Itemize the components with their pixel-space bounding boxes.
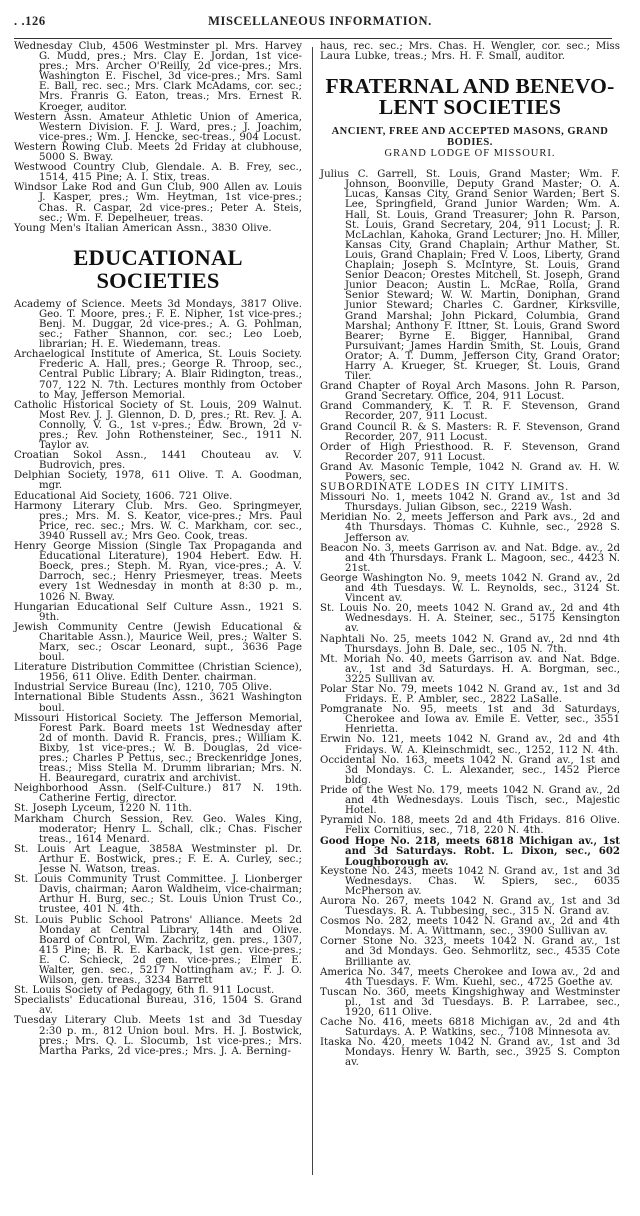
directory-entry: Windsor Lake Rod and Gun Club, 900 Allen av. Louis J. Kasper, pres.; Wm. Heytman, 1st vice-pres.; Chas. R. Caspar, 2d vice-pres.; Peter A. Steis, sec.; Wm. F. Depelheuer, treas. xyxy=(14,182,302,224)
directory-entry: Grand Av. Masonic Temple, 1042 N. Grand av. H. W. Powers, sec. xyxy=(320,461,620,483)
lodge-entry: Cosmos No. 282, meets 1042 N. Grand av., 2d and 4th Mondays. M. A. Wittmann, sec., 3900 Sullivan av. xyxy=(320,916,620,938)
directory-entry: St. Louis Art League, 3858A Westminster pl. Dr. Arthur E. Bostwick, pres.; F. E. A. Curley, sec.; Jesse N. Watson, treas. xyxy=(14,843,302,876)
directory-entry: Industrial Service Bureau (Inc), 1210, 705 Olive. xyxy=(14,682,273,694)
lodge-entry: Erwin No. 121, meets 1042 N. Grand av., 2d and 4th Fridays. W. A. Kleinschmidt, sec., 1252, 112 N. 4th. xyxy=(320,734,620,756)
directory-entry: Young Men's Italian American Assn., 3830 Olive. xyxy=(14,222,272,234)
lodge-entry: Tuscan No. 360, meets Kingshighway and Westminster pl., 1st and 3d Tuesdays. B. P. Larrabee, sec., 1920, 611 Olive. xyxy=(320,986,620,1018)
lodge-entry: Good Hope No. 218, meets 6818 Michigan av., 1st and 3d Saturdays. Robt. L. Dixon, sec., 602 Loughborough av. xyxy=(320,835,620,868)
directory-entry: Jewish Community Centre (Jewish Educational & Charitable Assn.), Maurice Weil, pres.; Walter S. Marx, sec.; Oscar Leonard, supt., 3636 Page boul. xyxy=(14,621,302,664)
directory-entry: Grand Commandery, K. T. R. F. Stevenson, Grand Recorder, 207, 911 Locust. xyxy=(320,401,620,423)
directory-entry: Archaelogical Institute of America, St. Louis Society. Frederic A. Hall, pres.; George R. Throop, sec., Central Public Library; A. Blair Ridington, treas., 707, 122 N. 7th. Lectures monthly from October to May, Jefferson Memorial. xyxy=(14,349,302,401)
section-title-fraternal: FRATERNAL AND BENEVO-LENT SOCIETIES xyxy=(325,74,615,120)
subheading-grand-lodge: GRAND LODGE OF MISSOURI. xyxy=(384,148,556,160)
directory-entry: Markham Church Session, Rev. Geo. Wales King, moderator; Henry L. Schall, clk.; Chas. Fischer treas., 1614 Menard. xyxy=(14,813,302,845)
directory-entry: Wednesday Club, 4506 Westminster pl. Mrs. Harvey G. Mudd, pres.; Mrs. Clay E. Jordan, 1st vice-pres.; Mrs. Archer O'Reilly, 2d vice-pres.; Mrs. Washington E. Fischel, 3d vice-pres.; Mrs. Saml E. Ball, rec. sec.; Mrs. Clark McAdams, cor. sec.; Mrs. Franris G. Eaton, treas.; Mrs. Ernest R. Kroeger, auditor. xyxy=(14,41,302,113)
lodge-entry: Pomgranate No. 95, meets 1st and 3d Saturdays, Cherokee and Iowa av. Emile E. Vetter, sec., 3551 Henrietta. xyxy=(320,704,620,736)
running-title: MISCELLANEOUS INFORMATION. xyxy=(208,14,432,28)
lodge-entry: Aurora No. 267, meets 1042 N. Grand av., 1st and 3d Tuesdays. R. A. Tubbesing, sec., 315 N. Grand av. xyxy=(320,895,620,918)
subheading-masons: ANCIENT, FREE AND ACCEPTED MASONS, GRAND BODIES. xyxy=(331,126,609,148)
directory-entry: Specialists' Educational Bureau, 316, 1504 S. Grand av. xyxy=(14,995,302,1017)
lodge-entry: Missouri No. 1, meets 1042 N. Grand av., 1st and 3d Thursdays. Julian Gibson, sec., 2219 Wash. xyxy=(320,492,620,514)
lodge-entry: Corner Stone No. 323, meets 1042 N. Grand av., 1st and 3d Mondays. Geo. Sehmorlitz, sec., 4535 Cote Brilliante av. xyxy=(320,936,620,968)
directory-entry: Grand Council R. & S. Masters: R. F. Stevenson, Grand Recorder, 207, 911 Locust. xyxy=(320,421,620,443)
directory-entry: Grand Chapter of Royal Arch Masons. John R. Parson, Grand Secretary. Office, 204, 911 Locust. xyxy=(320,381,620,403)
directory-entry: St. Louis Community Trust Committee. J. Lionberger Davis, chairman; Aaron Waldheim, vice-chairman; Arthur H. Burg, sec.; St. Louis Union Trust Co., trustee, 401 N. 4th. xyxy=(14,874,302,916)
lodge-entry: America No. 347, meets Cherokee and Iowa av., 2d and 4th Tuesdays. F. Wm. Kuehl, sec., 4725 Goethe av. xyxy=(320,966,620,988)
column-divider xyxy=(312,47,313,1175)
left-column xyxy=(14,42,302,1057)
header-rule xyxy=(14,38,612,39)
directory-entry: St. Louis Society of Pedagogy, 6th fl. 911 Locust. xyxy=(14,985,275,997)
running-header xyxy=(14,14,626,28)
directory-entry: Missouri Historical Society. The Jefferson Memorial, Forest Park. Board meets 1st Wednesday after 2d of month. David R. Francis, pres.; William K. Bixby, 1st vice-pres.; W. B. Douglas, 2d vice-pres.; Charles P Pettus, sec.; Breckenridge Jones, treas.; Miss Stella M. Drumm librarian; Mrs. N. H. Beauregard, curatrix and archivist. xyxy=(14,712,302,785)
lodge-entry: Itaska No. 420, meets 1042 N. Grand av., 1st and 3d Mondays. Henry W. Barth, sec., 3925 S. Compton av. xyxy=(320,1037,620,1069)
lodge-entry: Cache No. 416, meets 6818 Michigan av., 2d and 4th Saturdays. A. P. Watkins, sec., 7108 Minnesota av. xyxy=(320,1017,620,1039)
page-number: . .126 xyxy=(14,14,46,28)
directory-entry: Catholic Historical Society of St. Louis, 209 Walnut. Most Rev. J. J. Glennon, D. D, pres.; Rt. Rev. J. A. Connolly, V. G., 1st v-pres.; Edw. Brown, 2d v-pres.; Rev. John Rothensteiner, Sec., 1911 N. Taylor av. xyxy=(14,399,302,452)
directory-entry: Harmony Literary Club. Mrs. Geo. Springmeyer, pres.; Mrs. M. S. Keator, vice-pres.; Mrs. Paul Price, rec. sec.; Mrs. W. C. Markham, cor. sec., 3940 Russell av.; Mrs Geo. Cook, treas. xyxy=(14,500,302,542)
directory-entry: International Bible Students Assn., 3621 Washington boul. xyxy=(14,692,302,714)
directory-entry: Western Rowing Club. Meets 2d Friday at clubhouse, 5000 S. Bway. xyxy=(14,141,302,164)
lodge-entry: George Washington No. 9, meets 1042 N. Grand av., 2d and 4th Tuesdays. W. L. Reynolds, sec., 3124 St. Vincent av. xyxy=(320,572,620,605)
directory-entry: Delphian Society, 1978, 611 Olive. T. A. Goodman, mgr. xyxy=(14,470,302,492)
directory-entry: Tuesday Literary Club. Meets 1st and 3d Tuesday 2:30 p. m., 812 Union boul. Mrs. H. J. Bostwick, pres.; Mrs. Q. L. Slocumb, 1st vice-pres.; Mrs. Martha Parks, 2d vice-pres.; Mrs. J. A. Berning- xyxy=(14,1015,302,1057)
directory-entry: Academy of Science. Meets 3d Mondays, 3817 Olive. Geo. T. Moore, pres.; F. E. Nipher, 1st vice-pres.; Benj. M. Duggar, 2d vice-pres.; A. G. Pohlman, sec.; Father Shannon, cor. sec.; Leo Loeb, librarian; H. E. Wiedemann, treas. xyxy=(14,298,302,351)
lodge-entry: Beacon No. 3, meets Garrison av. and Nat. Bdge. av., 2d and 4th Thursdays. Frank L. Magoon, sec., 4423 N. 21st. xyxy=(320,542,620,574)
directory-entry: Westwood Country Club, Glendale. A. B. Frey, sec., 1514, 415 Pine; A. I. Stix, treas. xyxy=(14,162,302,184)
directory-entry: Henry George Mission (Single Tax Propaganda and Educational Literature), 1904 Hebert. Edw. H. Boeck, pres.; Steph. M. Ryan, vice-pres.; A. V. Darroch, sec.; Henry Priesmeyer, treas. Meets every 1st Wednesday in month at 8:30 p. m., 1026 N. Bway. xyxy=(14,541,302,603)
lodge-entry: Naphtali No. 25, meets 1042 N. Grand av., 2d nnd 4th Thursdays. John B. Dale, sec., 105 N. 7th. xyxy=(320,633,620,655)
lodge-entry: Keystone No. 243, meets 1042 N. Grand av., 1st and 3d Wednesdays. Chas. W. Spiers, sec., 6035 McPherson av. xyxy=(320,865,620,897)
right-column xyxy=(320,42,620,1069)
directory-entry: Hungarian Educational Self Culture Assn., 1921 S. 9th. xyxy=(14,601,302,623)
lodge-entry: Meridian No. 2, meets Jefferson and Park avs., 2d and 4th Thursdays. Thomas C. Kuhnle, sec., 2928 S. Jefferson av. xyxy=(320,512,620,544)
directory-entry: Croatian Sokol Assn., 1441 Chouteau av. V. Budrovich, pres. xyxy=(14,450,302,472)
lodge-entry: Occidental No. 163, meets 1042 N. Grand av., 1st and 3d Mondays. C. L. Alexander, sec., 1452 Pierce bldg. xyxy=(320,754,620,786)
directory-entry: Educational Aid Society, 1606. 721 Olive. xyxy=(14,490,233,502)
directory-entry: Neighborhood Assn. (Self-Culture.) 817 N. 19th. Catherine Fertig, director. xyxy=(14,783,302,805)
directory-entry: St. Joseph Lyceum, 1220 N. 11th. xyxy=(14,803,192,815)
directory-entry: Order of High Priesthood. R. F. Stevenson, Grand Recorder 207, 911 Locust. xyxy=(320,441,620,463)
lodge-entry: Pride of the West No. 179, meets 1042 N. Grand av., 2d and 4th Wednesdays. Louis Tisch, sec., Majestic Hotel. xyxy=(320,784,620,817)
section-title-educational: EDUCATIONAL SOCIETIES xyxy=(73,244,243,293)
directory-entry: Literature Distribution Committee (Christian Science), 1956, 611 Olive. Edith Denter. chairman. xyxy=(14,662,302,684)
continued-entry: haus, rec. sec.; Mrs. Chas. H. Wengler, cor. sec.; Miss Laura Lubke, treas.; Mrs. H. F. Small, auditor. xyxy=(320,41,620,63)
subordinate-lodges-heading: SUBORDINATE LODES IN CITY LIMITS. xyxy=(320,482,570,494)
lodge-entry: Pyramid No. 188, meets 2d and 4th Fridays. 816 Olive. Felix Cornitius, sec., 718, 220 N. 4th. xyxy=(320,815,620,837)
lodge-entry: Polar Star No. 79, meets 1042 N. Grand av., 1st and 3d Fridays. E. P. Ambler, sec., 2822 LaSalle. xyxy=(320,683,620,706)
lodge-entry: St. Louis No. 20, meets 1042 N. Grand av., 2d and 4th Wednesdays. H. A. Steiner, sec., 5175 Kensington av. xyxy=(320,603,620,635)
directory-entry: Western Assn. Amateur Athletic Union of America, Western Division. F. J. Ward, pres.; J. Joachim, vice-pres.; Wm. J. Hencke, sec-treas., 904 Locust. xyxy=(14,111,302,143)
directory-entry: Julius C. Garrell, St. Louis, Grand Master; Wm. F. Johnson, Boonville, Deputy Grand Master; O. A. Lucas, Kansas City, Grand Senior Warden; Bert S. Lee, Springfield, Grand Junior Warden; Wm. A. Hall, St. Louis, Grand Treasurer; John R. Parson, St. Louis, Grand Secretary, 204, 911 Locust; J. R. McLachlan, Kahoka, Grand Lecturer; Jno. H. Miller, Kansas City, Grand Chaplain; Arthur Mather, St. Louis, Grand Chaplain; Fred V. Loos, Liberty, Grand Chaplain; Joseph S. McIntyre, St. Louis, Grand Senior Deacon; Orestes Mitchell, St. Joseph, Grand Junior Deacon; Austin L. McRae, Rolla, Grand Senior Steward; W. W. Martin, Doniphan, Grand Junior Steward; Charles C. Gardner, Kirksville, Grand Marshal; John Pickard, Columbia, Grand Marshal; Anthony F. Ittner, St. Louis, Grand Sword Bearer; Byrne E. Bigger, Hannibal, Grand Pursuivant; James Hardin Smith, St. Louis, Grand Orator; A. T. Dumm, Jefferson City, Grand Orator; Harry A. Krueger, St. Krueger, St. Louis, Grand Tiler. xyxy=(320,169,620,383)
directory-entry: St. Louis Public School Patrons' Alliance. Meets 2d Monday at Central Library, 14th and Olive. Board of Control, Wm. Zachritz, gen. pres., 1307, 415 Pine; B. R. E. Karback, 1st gen. vice-pres.; E. C. Schieck, 2d gen. vice-pres.; Elmer E. Walter, gen. sec., 5217 Nottingham av.; F. J. O. Wilson, gen. treas., 3234 Barrett xyxy=(14,914,302,987)
lodge-entry: Mt. Moriah No. 40, meets Garrison av. and Nat. Bdge. av., 1st and 3d Saturdays. H. A. Borgman, sec., 3225 Sullivan av. xyxy=(320,653,620,685)
